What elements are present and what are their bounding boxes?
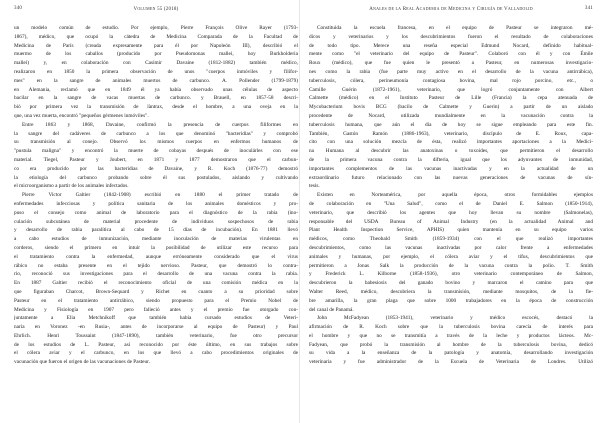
text-line: de todo tipo. Merece una reseña especial Edmund Nocard, definido habitual- (309, 42, 593, 49)
text-line: permitieron a Jonas Salk la producción de la vacuna contra la polio. T. Smith (309, 262, 593, 269)
text-line: procedente de Nocard, utilizada mundialmente en la vacunación contra la (309, 112, 593, 119)
text-line: bió por primera vez la transmisión de làntrax, desde el hombre, a una oveja en la (14, 104, 298, 111)
text-line: un modelo común de estudio. Por ejemplo, Pierre François Olive Rayer (1793- (14, 25, 298, 31)
text-line: También, Gastón Ramón (1886-1963), veterinario, discípulo de E. Roux, capa- (309, 130, 593, 137)
text-line: Mycobacterium bovis BCG (bacilo de Calmette y Guerin) a partir de un aislado (309, 104, 593, 111)
text-line: culación subcutánea de material procedente de individuos sospechosos de rabia (14, 218, 298, 225)
text-line: dicos y veterinarios y los descubrimientos fueron el resultado de colaboraciones (309, 33, 593, 40)
text-line: rábico no estaba presente en el tejido nervioso. Pasteur, que demostró lo contra- (14, 262, 298, 269)
text-line: Ehrlich. Henri Toussaint (1847-1890), también veterinario, fue otro precursor (14, 332, 298, 339)
left-running-head (14, 6, 298, 16)
text-line: realizaron en 1850 la primera observación de unos "cuerpos inmóviles y filifor- (14, 68, 298, 75)
text-line: cito con una solución mezcla de ésta, realizó importantes aportaciones a la Medici- (309, 139, 593, 146)
text-line: extraordinario futuro relacionado con las nuevas generaciones de vacunas de sín- (309, 174, 593, 181)
text-line: la sangre del cadáveres de carbunco a los que denominó "bacteridias" y comprobó (14, 130, 298, 137)
right-page (309, 0, 593, 423)
text-line: veterinaria y fue administrador de la Escuela de Veterinaria de Londres. Utilizó (309, 359, 593, 366)
left-page-number: 340 (14, 6, 23, 11)
text-line: su vida a la enseñanza de la patología y anatomía, desarrollando investigación (309, 350, 593, 357)
text-line: na Humana al descubrir las anatoxinas o toxoides, que permitieron el desarrollo (309, 148, 593, 155)
right-running-title: Anales de la Real Academia de Medicina y Cirugía de Valladolid (369, 7, 533, 12)
text-line: Pasteur en el tratamiento antirrábico, siendo propuesto para el Premio Nobel de (14, 297, 298, 304)
text-line: el tratamiento contra la enfermedad, aunque erróneamente considerado que el virus (14, 253, 298, 260)
text-line: médicos, como Theobald Smith (1859-1934) con el que realizó importantes (309, 236, 593, 243)
text-line: descubrieron la babesiosis del ganado bovino y marcaron el camino para que (309, 280, 593, 287)
text-line: en Alemania, reclamó que en 1849 él ya había observado unas células de aspecto (14, 86, 298, 93)
text-line: su transmisión al conejo. Observó los mismos cuerpos en enfermos humanos de (14, 139, 298, 146)
text-line: mallei) y, en colaboración con Casimir Davaine (1812-1882) también médico, (14, 60, 298, 67)
text-line: Existen en Norteamérica, por aquella época, otros formidables ejemplos (317, 192, 593, 199)
text-line: En 1887 Galtier recibió el reconocimiento oficial de una comisión médica en la (14, 280, 298, 287)
text-line: Pierre Victor Galtier (1842-1908) escribió en 1880 el primer tratado de (22, 192, 298, 199)
text-line: Constituida la escuela francesa, en el equipo de Pasteur se integraron mé- (317, 25, 593, 31)
text-line: tuberculosis, cólera, perineumonía contagiosa bovina, mal rojo porcino, etc., o (309, 77, 593, 84)
text-line: Plant Health Inspection Service, APHIS) quien mantenía en su equipo varios (309, 227, 593, 234)
text-line: y desarrollo de rabia paralítica al cabo de 15 días de incubación). En 1881 llevó (14, 227, 298, 234)
text-line: que figuraban Charcot, Brown-Sequard y Richet en cuanto a su prioridad sobre (14, 288, 298, 295)
text-line: Calmette (médico) en el Instituto Pasteur de Lille (Francia) la cepa atenuada de (309, 95, 593, 102)
text-line: que, una vez muerta, encontró "pequeños gérmenes inmóviles". (14, 112, 149, 119)
text-line: co era producido por las bacteridias de Davaine, y R. Koch (1876-77) demostró (14, 165, 298, 172)
right-page-number: 341 (584, 6, 593, 11)
text-line: afirmación de R. Koch sobre que la tuberculosis bovina carecía de interés para (309, 324, 593, 331)
text-line: de los estudios de L. Pasteur, así reconocido por éste último, en sus trabajos sobre (14, 341, 298, 348)
left-body-text (14, 24, 298, 415)
text-line: muermo de los caballos (producido por Pseudomonas mallei, hoy Burkholderia (14, 51, 298, 58)
text-line: John McFadyean (1853-1941), veterinario y médico escocés, destacó la (317, 315, 593, 322)
text-line: de la primera vacuna contra la difteria, igual que los adyuvantes de inmunidad, (309, 156, 593, 163)
text-line: la etiología del carbunco probando sobre él sus postulados, aislando y cultivando (14, 174, 298, 181)
text-line: bacilar en la sangre de vacas muertas de carbunco. y Brauell, en 1857-58 descri- (14, 95, 298, 102)
text-line: Camille Guérin (1872-1961), veterinario, que logró conjuntamente con Albert (309, 86, 593, 93)
text-line: Fadyean, que probó la transmisión al hombre de la tuberculosis bovina, dedicó (309, 341, 593, 348)
text-line: veterinario, que describió los agentes que hoy llevan su nombre (Salmonelas), (309, 209, 593, 216)
text-line: y Frederick L. Kilborne (1858-1936), otro veterinario contemporáneo de Salmon, (309, 271, 593, 278)
left-running-title: Volumen 55 (2018) (133, 7, 179, 12)
text-line: mente como "el veterinario del equipo de Pasteur". Colaboró con él y con Émile (309, 51, 593, 58)
text-line: "pustula maligna" y encontró la muerte de cobayas después de inoculárles con ese (14, 148, 298, 155)
text-line: animales y humanas, por ejemplo, el cólera aviar y el tifus, descubrimientos que (309, 253, 593, 260)
text-line: naria en Voronez -en Rusia-, antes de incorporarse al equipo de Pasteur) y Paul (14, 324, 298, 331)
text-line: Roux (médico), que fue quien le presentó a Pasteur, en numerosas investigacio- (309, 60, 593, 67)
right-running-head (309, 6, 593, 16)
text-line: tuberculosis humana, que aún el día de hoy se sigue empleando para este fin. (309, 121, 593, 128)
text-line: el hombre y que no se transmitía a través de la leche y productos lácteos. Mc- (309, 332, 593, 339)
text-line: rio, reconoció sus investigaciones para el desarrollo de una vacuna contra la rabia. (14, 271, 298, 278)
text-line: juntamente a Elia Metchnikoff que también había cursado estudios de Veteri- (14, 315, 298, 322)
text-line: el cólera aviar y el carbunco, en los que llevó a cabo procedimientos originales de (14, 350, 298, 357)
text-line: Walter Reed, médico, descubriera la transmisión, mediante mosquitos, de la fie- (309, 288, 593, 295)
text-line: Medicina y Fisiología en 1907 pero falleció antes y el premio fue otorgado con- (14, 306, 298, 313)
text-line: responsable del USDA Bureau of Animal Industry (en la actualidad Animal and (309, 218, 593, 225)
text-line: a cabo estudios de inmunización, mediante inoculación de materias virulentas en (14, 236, 298, 243)
text-line: mes" en la sangre de animales muertos de carbunco. A. Pollender (1799-1879) (14, 77, 298, 84)
text-line: nes como la rabia (fue parte muy activo en el desarrollo de la vacuna antirrábica), (309, 68, 593, 75)
text-line: Medicina de París (creada expresamente para él por Napoleón III), describió el (14, 42, 298, 49)
text-line: de colaboración en "Una Salud", como el de Daniel E. Salmon (1850-1914), (309, 200, 593, 207)
text-line: importantes complementos de las vacunas inactivadas y en la actualidad de un (309, 165, 593, 172)
text-line: el microorganismo a partir de los animales infectados. (14, 183, 129, 190)
text-line: enfermedades infecciosas y política sanitaria de los animales domésticos y pro- (14, 200, 298, 207)
text-line: bre amarilla, la gran plaga que sobre 1000 trabajadores en la época de construcción (309, 297, 593, 304)
text-line: corderos, siendo el primero en intuir la posibilidad de utilizar este recurso para (14, 244, 298, 251)
left-page (14, 0, 298, 423)
text-line: 1867), médico, que ocupó la cátedra de Medicina Comparada de la Facultad de (14, 33, 298, 40)
text-line: tesis. (309, 183, 320, 190)
text-line: descubrimientos, como las vacunas inactivadas por calor frente a enfermedades (309, 244, 593, 251)
text-line: Entre 1863 y 1868, Davaine, confirmó la presencia de cuerpos filiformes en (22, 121, 298, 128)
gutter-divider (299, 0, 300, 423)
right-body-text (309, 24, 593, 415)
text-line: material. Tiegel, Pasteur y Joubert, en 1871 y 1877 demostraron que el carbun- (14, 156, 298, 163)
text-line: vacunación que fueron el origen de las vacunaciones de Pasteur. (14, 359, 150, 366)
text-line: del canal de Panamá. (309, 306, 354, 313)
text-line: puso el consejo como animal de laboratorio para el diagnóstico de la rabia (ino- (14, 209, 298, 216)
